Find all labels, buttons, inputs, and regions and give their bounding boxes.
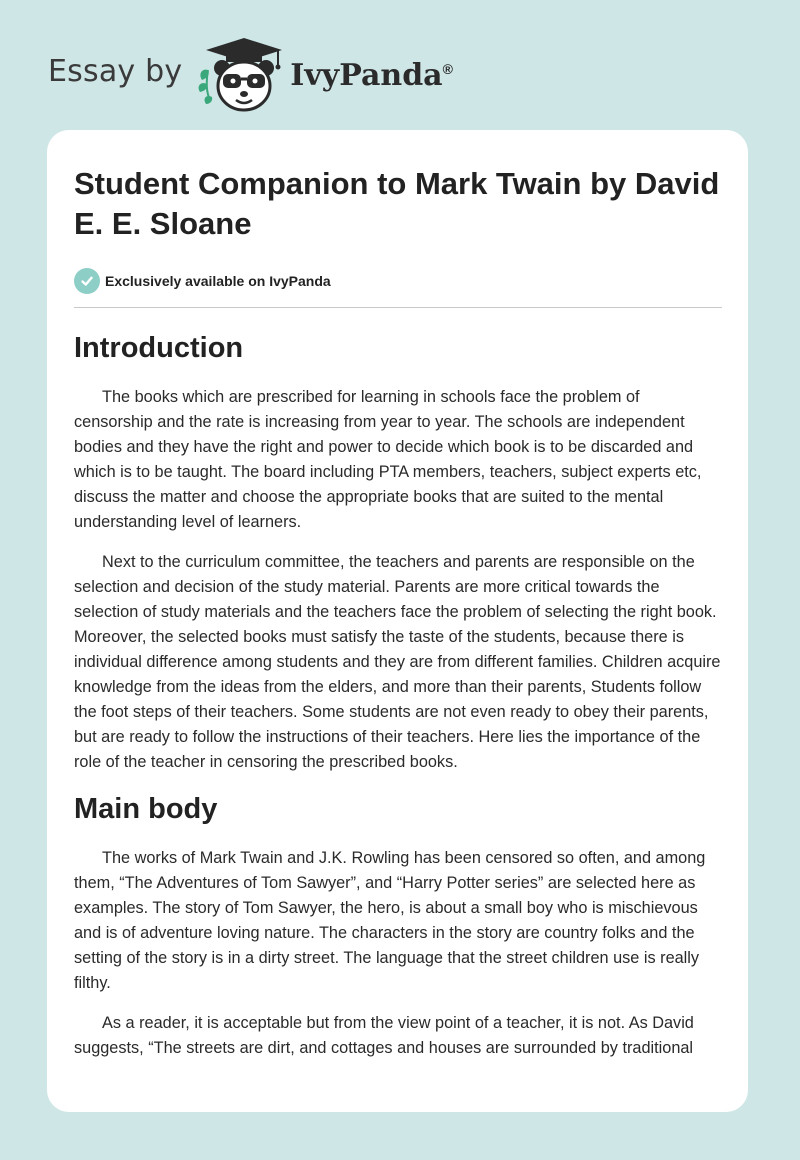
brand-prefix: Essay by [48, 53, 183, 89]
paragraph: Next to the curriculum committee, the teachers and parents are responsible on the selection and decision of the study material. Parents are more critical towards the selection of study materials and the teachers face the problem of selecting the right book. Moreover, the selected books must satisfy the taste of the students, because there is individual difference among students and they are from different families. Children acquire knowledge from the ideas from the elders, and more than their parents, Students follow the foot steps of their teachers. Some students are not even ready to obey their parents, but are ready to follow the instructions of their teachers. Here lies the importance of the role of the teacher in censoring the prescribed books. [74, 553, 721, 771]
divider [74, 307, 722, 308]
section-heading-introduction: Introduction [74, 332, 244, 364]
panda-graduate-icon [196, 34, 288, 114]
exclusive-badge [74, 268, 722, 294]
brand-registered-mark: ® [442, 60, 453, 77]
paragraph: The books which are prescribed for learning in schools face the problem of censorship and the rate is increasing from year to year. The schools are independent bodies and they have the right and power to decide which book is to be discarded and which is to be taught. The board including PTA members, teachers, subject experts etc, discuss the matter and choose the appropriate books that are suited to the mental understanding level of learners. [74, 388, 702, 531]
essay-card [47, 130, 748, 1112]
paragraph: The works of Mark Twain and J.K. Rowling has been censored so often, and among them, “The Adventures of Tom Sawyer”, and “Harry Potter series” are selected here as examples. The story of Tom Sawyer, the hero, is about a small boy who is mischievous and is of adventure loving nature. The characters in the story are country folks and the setting of the story is in a dirty street. The language that the street children use is really filthy. [74, 849, 706, 992]
essay-content [74, 164, 722, 1061]
section-heading-main-body: Main body [74, 793, 218, 825]
paragraph: As a reader, it is acceptable but from the view point of a teacher, it is not. As David suggests, “The streets are dirt, and cottages and houses are surrounded by traditional [74, 1014, 694, 1057]
brand-header[interactable] [48, 34, 453, 114]
brand-name [290, 58, 453, 93]
check-icon [74, 268, 100, 294]
brand-name-text: IvyPanda [290, 57, 443, 93]
badge-text: Exclusively available on IvyPanda [105, 273, 331, 289]
page-title: Student Companion to Mark Twain by David E. E. Sloane [74, 166, 720, 241]
